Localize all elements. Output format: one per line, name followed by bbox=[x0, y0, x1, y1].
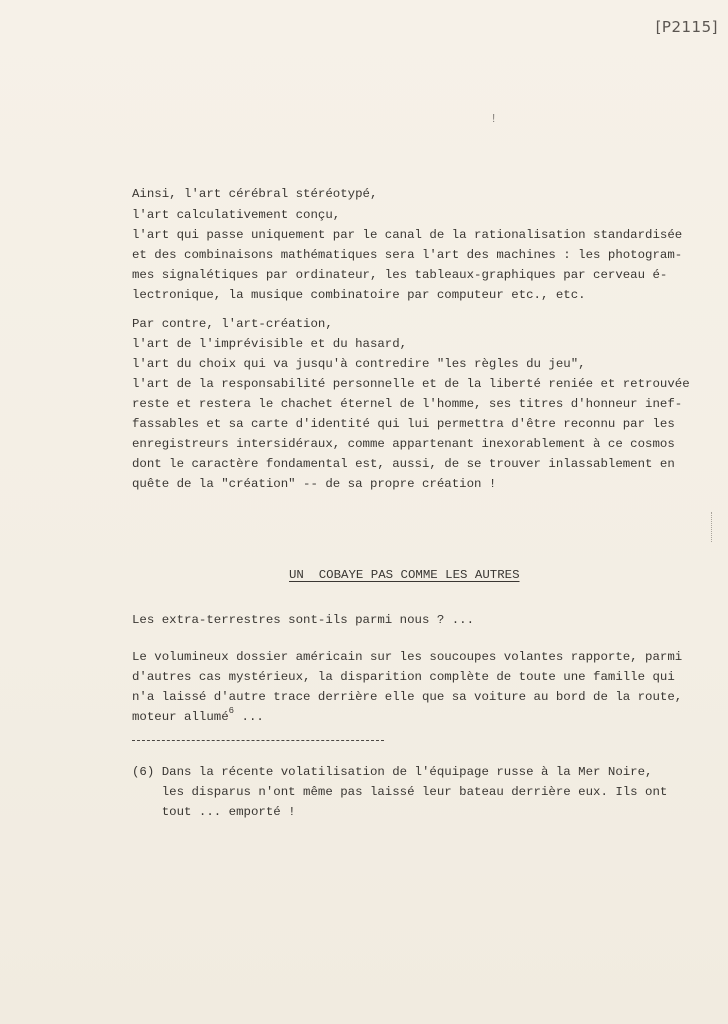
paragraph1-line: Ainsi, l'art cérébral stéréotypé, bbox=[132, 187, 378, 201]
top-mark: ! bbox=[490, 112, 498, 126]
footnote-line: (6) Dans la récente volatilisation de l'équipage russe à la Mer Noire, bbox=[132, 765, 653, 779]
footnote-line: les disparus n'ont même pas laissé leur bateau derrière eux. Ils ont bbox=[132, 785, 668, 799]
edge-mark bbox=[711, 512, 714, 542]
paragraph3-last-line bbox=[132, 706, 264, 724]
paragraph2-line: l'art de l'imprévisible et du hasard, bbox=[132, 337, 408, 351]
paragraph2-line: reste et restera le chachet éternel de l'homme, ses titres d'honneur inef- bbox=[132, 397, 683, 411]
ellipsis: ... bbox=[234, 710, 264, 724]
paragraph1-line: mes signalétiques par ordinateur, les tableaux-graphiques par cerveau é- bbox=[132, 268, 668, 282]
paragraph3-line: n'a laissé d'autre trace derrière elle que sa voiture au bord de la route, bbox=[132, 690, 683, 704]
paragraph1-line: l'art calculativement conçu, bbox=[132, 208, 341, 222]
section-title: UN COBAYE PAS COMME LES AUTRES bbox=[289, 568, 520, 582]
footnote-line: tout ... emporté ! bbox=[132, 805, 296, 819]
question-line: Les extra-terrestres sont-ils parmi nous ? ... bbox=[132, 613, 475, 627]
archive-reference-tag: [P2115] bbox=[655, 18, 718, 36]
footnote-separator bbox=[132, 740, 384, 741]
paragraph3-line: d'autres cas mystérieux, la disparition complète de toute une famille qui bbox=[132, 670, 675, 684]
paragraph2-line: Par contre, l'art-création, bbox=[132, 317, 333, 331]
footnote-reference: 6 bbox=[228, 706, 235, 716]
paragraph2-line: fassables et sa carte d'identité qui lui permettra d'être reconnu par les bbox=[132, 417, 675, 431]
paragraph2-line: dont le caractère fondamental est, aussi, de se trouver inlassablement en bbox=[132, 457, 675, 471]
paragraph1-line: lectronique, la musique combinatoire par computeur etc., etc. bbox=[132, 288, 586, 302]
paragraph1-line: et des combinaisons mathématiques sera l'art des machines : les photogram- bbox=[132, 248, 683, 262]
paragraph2-line: l'art du choix qui va jusqu'à contredire "les règles du jeu", bbox=[132, 357, 586, 371]
paragraph1-line: l'art qui passe uniquement par le canal de la rationalisation standardisée bbox=[132, 228, 683, 242]
paragraph3-line: Le volumineux dossier américain sur les soucoupes volantes rapporte, parmi bbox=[132, 650, 683, 664]
paragraph2-line: quête de la "création" -- de sa propre création ! bbox=[132, 477, 497, 491]
paragraph2-line: l'art de la responsabilité personnelle et de la liberté reniée et retrouvée bbox=[132, 377, 690, 391]
paragraph3-text: moteur allumé bbox=[132, 710, 229, 724]
paragraph2-line: enregistreurs intersidéraux, comme appartenant inexorablement à ce cosmos bbox=[132, 437, 675, 451]
